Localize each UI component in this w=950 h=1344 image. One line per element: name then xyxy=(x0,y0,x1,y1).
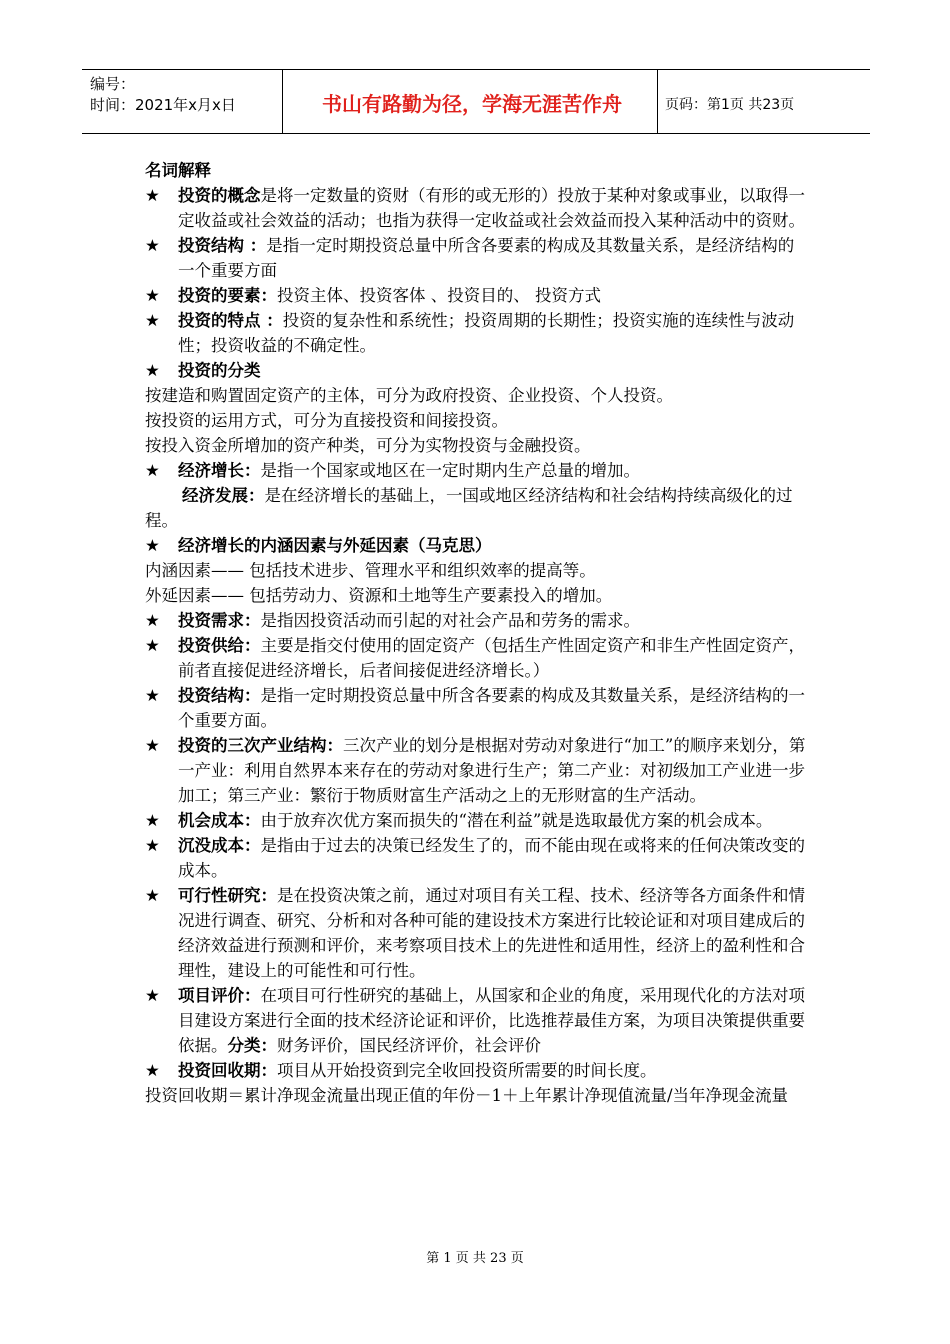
item-text: 是指因投资活动而引起的对社会产品和劳务的需求。 xyxy=(260,611,640,630)
item-text: 是指一定时期投资总量中所含各要素的构成及其数量关系，是经济结构的一个重要方面。 xyxy=(178,686,805,730)
star-icon: ★ xyxy=(145,186,160,205)
item-term: 可行性研究： xyxy=(178,886,277,905)
item-text: 三次产业的划分是根据对劳动对象进行“加工”的顺序来划分，第一产业：利用自然界本来存在的劳动对象进行生产；第二产业：对初级加工产业进一步加工；第三产业：繁衍于物质财富生产活动之上的无形财富的生产活动。 xyxy=(178,736,806,805)
item-text: 是在投资决策之前，通过对项目有关工程、技术、经济等各方面条件和情况进行调查、研究、分析和对各种可能的建设技术方案进行比较论证和对项目建成后的经济效益进行预测和评价，来考察项目技术上的先进性和适用性，经济上的盈利性和合理性，建设上的可能性和可行性。 xyxy=(178,886,805,980)
item-text: 是指一定时期投资总量中所含各要素的构成及其数量关系，是经济结构的一个重要方面 xyxy=(178,236,795,280)
item-term: 沉没成本： xyxy=(178,836,261,855)
list-item xyxy=(145,358,807,383)
item-term: 投资的特点 ： xyxy=(178,311,283,330)
factor-line: 内涵因素—— 包括技术进步、管理水平和组织效率的提高等。 xyxy=(145,561,596,580)
list-item xyxy=(145,633,807,683)
item-text: 项目从开始投资到完全收回投资所需要的时间长度。 xyxy=(277,1061,657,1080)
star-icon: ★ xyxy=(145,236,160,255)
star-icon: ★ xyxy=(145,986,160,1005)
star-icon: ★ xyxy=(145,811,160,830)
item-term: 经济发展： xyxy=(182,486,265,505)
item-term: 经济增长： xyxy=(178,461,261,480)
star-icon: ★ xyxy=(145,286,160,305)
item-text: 在项目可行性研究的基础上，从国家和企业的角度，采用现代化的方法对项目建设方案进行全面的技术经济论证和评价，比选推荐最佳方案，为项目决策提供重要依据。 xyxy=(178,986,805,1055)
document-body xyxy=(145,158,807,1108)
star-icon: ★ xyxy=(145,836,160,855)
item-term: 投资的分类 xyxy=(178,361,261,380)
classification-line: 按投资的运用方式，可分为直接投资和间接投资。 xyxy=(145,411,508,430)
star-icon: ★ xyxy=(145,686,160,705)
list-item xyxy=(145,733,807,808)
star-icon: ★ xyxy=(145,536,160,555)
star-icon: ★ xyxy=(145,361,160,380)
header-time: 时间：2021年x月x日 xyxy=(90,96,236,114)
item-text: 是在经济增长的基础上，一国或地区经济结构和社会结构持续高级化的过程。 xyxy=(145,486,793,530)
header-meta xyxy=(90,74,236,116)
item-term: 项目评价： xyxy=(178,986,261,1005)
section-title: 名词解释 xyxy=(145,161,211,180)
star-icon: ★ xyxy=(145,311,160,330)
item-term: 机会成本： xyxy=(178,811,261,830)
item-text: 是指一个国家或地区在一定时期内生产总量的增加。 xyxy=(260,461,640,480)
header-page-info: 页码：第1页 共23页 xyxy=(665,97,795,113)
item-term: 投资的三次产业结构： xyxy=(178,736,343,755)
item-term: 投资的要素： xyxy=(178,286,277,305)
list-item xyxy=(145,608,807,633)
development-paragraph xyxy=(145,483,807,533)
star-icon: ★ xyxy=(145,886,160,905)
item-text: 由于放弃次优方案而损失的“潜在利益”就是选取最优方案的机会成本。 xyxy=(260,811,773,830)
list-item xyxy=(145,533,807,558)
item-text: 是将一定数量的资财（有形的或无形的）投放于某种对象或事业，以取得一定收益或社会效益的活动；也指为获得一定收益或社会效益而投入某种活动中的资财。 xyxy=(178,186,805,230)
item-term: 投资需求： xyxy=(178,611,261,630)
item-term: 分类： xyxy=(227,1036,277,1055)
item-term: 投资结构 ： xyxy=(178,236,267,255)
list-item xyxy=(145,683,807,733)
item-text: 是指由于过去的决策已经发生了的，而不能由现在或将来的任何决策改变的成本。 xyxy=(178,836,805,880)
header-slogan: 书山有路勤为径，学海无涯苦作舟 xyxy=(322,92,622,116)
item-text: 财务评价，国民经济评价，社会评价 xyxy=(277,1036,541,1055)
list-item xyxy=(145,1058,807,1083)
list-item xyxy=(145,808,807,833)
header-number: 编号： xyxy=(90,75,136,93)
item-term: 投资供给： xyxy=(178,636,261,655)
list-item xyxy=(145,283,807,308)
list-item xyxy=(145,833,807,883)
item-text: 投资主体、投资客体 、投资目的、 投资方式 xyxy=(277,286,601,305)
list-item xyxy=(145,983,807,1058)
star-icon: ★ xyxy=(145,611,160,630)
star-icon: ★ xyxy=(145,636,160,655)
list-item xyxy=(145,308,807,358)
list-item xyxy=(145,183,807,233)
list-item xyxy=(145,458,807,483)
item-term: 投资的概念 xyxy=(178,186,261,205)
factors-title: 经济增长的内涵因素与外延因素（马克思） xyxy=(178,536,492,555)
item-term: 投资回收期： xyxy=(178,1061,277,1080)
star-icon: ★ xyxy=(145,736,160,755)
classification-line: 按投入资金所增加的资产种类，可分为实物投资与金融投资。 xyxy=(145,436,591,455)
star-icon: ★ xyxy=(145,461,160,480)
page-footer: 第 1 页 共 23 页 xyxy=(426,1251,524,1266)
header-rule-bottom xyxy=(82,133,870,134)
list-item xyxy=(145,883,807,983)
payback-formula: 投资回收期＝累计净现金流量出现正值的年份－1＋上年累计净现值流量/当年净现金流量 xyxy=(145,1086,789,1105)
header-rule-top xyxy=(82,69,870,70)
header-separator xyxy=(282,69,283,133)
header-separator xyxy=(657,69,658,133)
factor-line: 外延因素—— 包括劳动力、资源和土地等生产要素投入的增加。 xyxy=(145,586,613,605)
item-term: 投资结构： xyxy=(178,686,261,705)
item-text: 主要是指交付使用的固定资产（包括生产性固定资产和非生产性固定资产，前者直接促进经济增长，后者间接促进经济增长。） xyxy=(178,636,805,680)
list-item xyxy=(145,233,807,283)
star-icon: ★ xyxy=(145,1061,160,1080)
item-text: 投资的复杂性和系统性；投资周期的长期性；投资实施的连续性与波动性；投资收益的不确定性。 xyxy=(178,311,795,355)
classification-line: 按建造和购置固定资产的主体，可分为政府投资、企业投资、个人投资。 xyxy=(145,386,673,405)
